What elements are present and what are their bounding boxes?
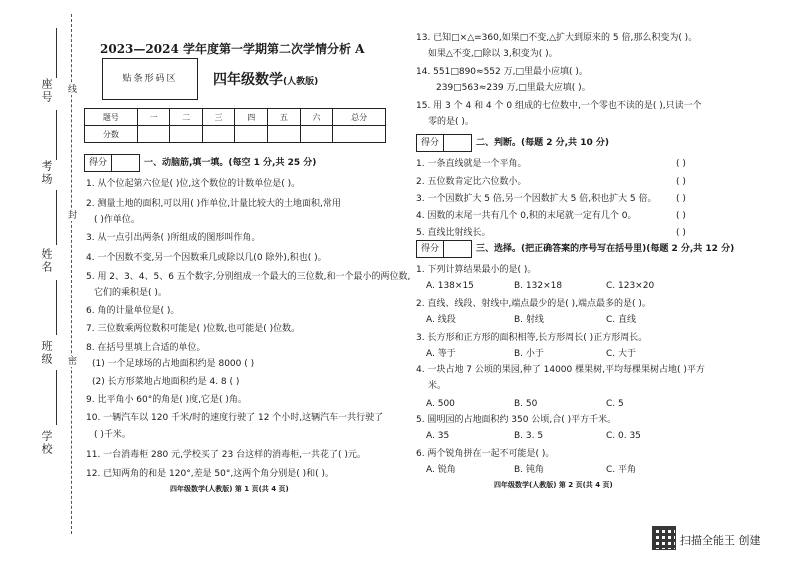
- scanner-watermark: 扫描全能王 创建: [680, 534, 761, 547]
- choice-6-opt-c: C. 平角: [606, 465, 637, 475]
- choice-3-opt-c: C. 大于: [606, 349, 637, 359]
- judge-1-blank[interactable]: ( ): [676, 159, 686, 169]
- question-15-cont: 零的是( )。: [428, 117, 474, 127]
- binding-margin: [0, 0, 78, 561]
- question-14: 14. 551□890≈552 万,□里最小应填( )。: [416, 67, 588, 77]
- seat-number-label: 座号: [40, 78, 53, 104]
- question-12: 12. 已知两角的和是 120°,差是 50°,这两个角分别是( )和( )。: [86, 469, 335, 479]
- score-cell[interactable]: [235, 126, 268, 143]
- question-13: 13. 已知□×△=360,如果□不变,△扩大到原来的 5 倍,那么积变为( )。: [416, 33, 698, 43]
- section2-score-box: [416, 134, 472, 152]
- seal-char-line: 线: [66, 84, 76, 95]
- page-1-footer: 四年级数学(人教版) 第 1 页(共 4 页): [170, 485, 289, 493]
- exam-title: 2023—2024 学年度第一学期第二次学情分析 A: [100, 42, 365, 56]
- choice-1-opt-a: A. 138×15: [426, 281, 474, 291]
- choice-6-opt-b: B. 钝角: [514, 465, 544, 475]
- section3-title: 三、选择。(把正确答案的序号写在括号里)(每题 2 分,共 12 分): [476, 244, 735, 254]
- score-cell: 四: [235, 109, 268, 126]
- section1-score-box: [84, 154, 140, 172]
- choice-2-opt-c: C. 直线: [606, 315, 637, 325]
- score-cell: 五: [268, 109, 301, 126]
- judge-5: 5. 直线比射线长。: [416, 228, 491, 238]
- score-cell: 二: [170, 109, 203, 126]
- page-2-footer: 四年级数学(人教版) 第 2 页(共 4 页): [494, 481, 613, 489]
- score-cell[interactable]: [333, 126, 386, 143]
- question-2: 2. 测量土地的面积,可以用( )作单位,计量比较大的土地面积,常用: [86, 199, 341, 209]
- barcode-area: [102, 58, 198, 100]
- choice-5-opt-b: B. 3. 5: [514, 431, 544, 441]
- section1-score-label: 得分: [85, 155, 112, 171]
- school-blank: [56, 370, 57, 425]
- question-3: 3. 从一点引出两条( )所组成的图形叫作角。: [86, 233, 261, 243]
- choice-5-opt-a: A. 35: [426, 431, 450, 441]
- judge-5-blank[interactable]: ( ): [676, 228, 686, 238]
- score-cell: 六: [300, 109, 333, 126]
- score-cell[interactable]: [202, 126, 235, 143]
- question-9: 9. 比平角小 60°的角是( )度,它是( )角。: [86, 395, 247, 405]
- seal-char-seal: 封: [66, 210, 76, 221]
- seal-char-secret: 密: [66, 356, 76, 367]
- question-8-2: (2) 长方形菜地占地面积约是 4. 8 ( ): [92, 377, 240, 387]
- qr-code-icon: [652, 526, 676, 550]
- subject-name: 四年级数学: [213, 72, 283, 88]
- choice-2-opt-b: B. 射线: [514, 315, 544, 325]
- question-13-cont: 如果△不变,□除以 3,积变为( )。: [428, 49, 558, 59]
- section2-title: 二、判断。(每题 2 分,共 10 分): [476, 138, 609, 148]
- choice-5-opt-c: C. 0. 35: [606, 431, 641, 441]
- choice-6: 6. 两个锐角拼在一起不可能是( )。: [416, 449, 555, 459]
- choice-4-opt-c: C. 5: [606, 399, 624, 409]
- question-10-cont: ( )千米。: [94, 430, 131, 440]
- judge-4-blank[interactable]: ( ): [676, 211, 686, 221]
- question-5: 5. 用 2、3、4、5、6 五个数字,分别组成一个最大的三位数,和一个最小的两位数,: [86, 272, 411, 282]
- choice-3-opt-a: A. 等于: [426, 349, 456, 359]
- judge-3: 3. 一个因数扩大 5 倍,另一个因数扩大 5 倍,积也扩大 5 倍。: [416, 194, 657, 204]
- edition-label: (人教版): [283, 77, 319, 87]
- score-cell: 题号: [85, 109, 138, 126]
- name-blank: [56, 190, 57, 245]
- choice-2-opt-a: A. 线段: [426, 315, 456, 325]
- score-cell[interactable]: [137, 126, 170, 143]
- exam-room-blank: [56, 110, 57, 160]
- question-7: 7. 三位数乘两位数积可能是( )位数,也可能是( )位数。: [86, 324, 301, 334]
- choice-5: 5. 圆明园的占地面积约 350 公顷,合( )平方千米。: [416, 415, 617, 425]
- judge-1: 1. 一条直线就是一个平角。: [416, 159, 527, 169]
- score-cell[interactable]: [268, 126, 301, 143]
- question-11: 11. 一台消毒柜 280 元,学校买了 23 台这样的消毒柜,一共花了( )元。: [86, 450, 366, 460]
- question-15: 15. 用 3 个 4 和 4 个 0 组成的七位数中,一个零也不读的是( ),只读一个: [416, 101, 702, 111]
- judge-3-blank[interactable]: ( ): [676, 194, 686, 204]
- choice-3: 3. 长方形和正方形的面积相等,长方形周长( )正方形周长。: [416, 333, 648, 343]
- question-1: 1. 从个位起第六位是( )位,这个数位的计数单位是( )。: [86, 179, 301, 189]
- section1-title: 一、动脑筋,填一填。(每空 1 分,共 25 分): [144, 158, 317, 168]
- score-table: [84, 108, 386, 143]
- score-cell: 一: [137, 109, 170, 126]
- school-label: 学校: [40, 430, 53, 456]
- name-label: 姓名: [40, 248, 53, 274]
- section3-score-label: 得分: [417, 241, 444, 257]
- score-cell: 分数: [85, 126, 138, 143]
- choice-4-cont: 米。: [428, 381, 447, 391]
- score-table-score-row: [85, 126, 386, 143]
- question-8-1: (1) 一个足球场的占地面积约是 8000 ( ): [92, 359, 255, 369]
- choice-6-opt-a: A. 锐角: [426, 465, 456, 475]
- seat-blank: [56, 28, 57, 78]
- question-5-cont: 它们的乘积是( )。: [94, 288, 167, 298]
- subject-title: [213, 69, 318, 89]
- question-4: 4. 一个因数不变,另一个因数乘几或除以几(0 除外),积也( )。: [86, 253, 327, 263]
- question-2-cont: ( )作单位。: [94, 215, 140, 225]
- section2-score-label: 得分: [417, 135, 444, 151]
- judge-2-blank[interactable]: ( ): [676, 177, 686, 187]
- choice-1-opt-b: B. 132×18: [514, 281, 563, 291]
- question-10: 10. 一辆汽车以 120 千米/时的速度行驶了 12 个小时,这辆汽车一共行驶了: [86, 413, 384, 423]
- barcode-label: 贴条形码区: [122, 74, 178, 84]
- section3-score-box: [416, 240, 472, 258]
- choice-4: 4. 一块占地 7 公顷的果园,种了 14000 棵果树,平均每棵果树占地( )平方: [416, 365, 705, 375]
- score-table-header-row: [85, 109, 386, 126]
- choice-4-opt-a: A. 500: [426, 399, 455, 409]
- score-cell: 总分: [333, 109, 386, 126]
- choice-3-opt-b: B. 小于: [514, 349, 544, 359]
- choice-2: 2. 直线、线段、射线中,端点最少的是( ),端点最多的是( )。: [416, 299, 651, 309]
- question-14-cont: 239□563≈239 万,□里最大应填( )。: [436, 83, 591, 93]
- score-cell[interactable]: [300, 126, 333, 143]
- class-blank: [56, 280, 57, 335]
- judge-2: 2. 五位数肯定比六位数小。: [416, 177, 527, 187]
- choice-1: 1. 下列计算结果最小的是( )。: [416, 265, 537, 275]
- judge-4: 4. 因数的末尾一共有几个 0,积的末尾就一定有几个 0。: [416, 211, 637, 221]
- score-cell: 三: [202, 109, 235, 126]
- score-cell[interactable]: [170, 126, 203, 143]
- question-8: 8. 在括号里填上合适的单位。: [86, 343, 206, 353]
- page-1: [78, 6, 411, 546]
- class-label: 班级: [40, 340, 53, 366]
- choice-1-opt-c: C. 123×20: [606, 281, 655, 291]
- question-6: 6. 角的计量单位是( )。: [86, 306, 180, 316]
- choice-4-opt-b: B. 50: [514, 399, 538, 409]
- exam-room-label: 考场: [40, 160, 53, 186]
